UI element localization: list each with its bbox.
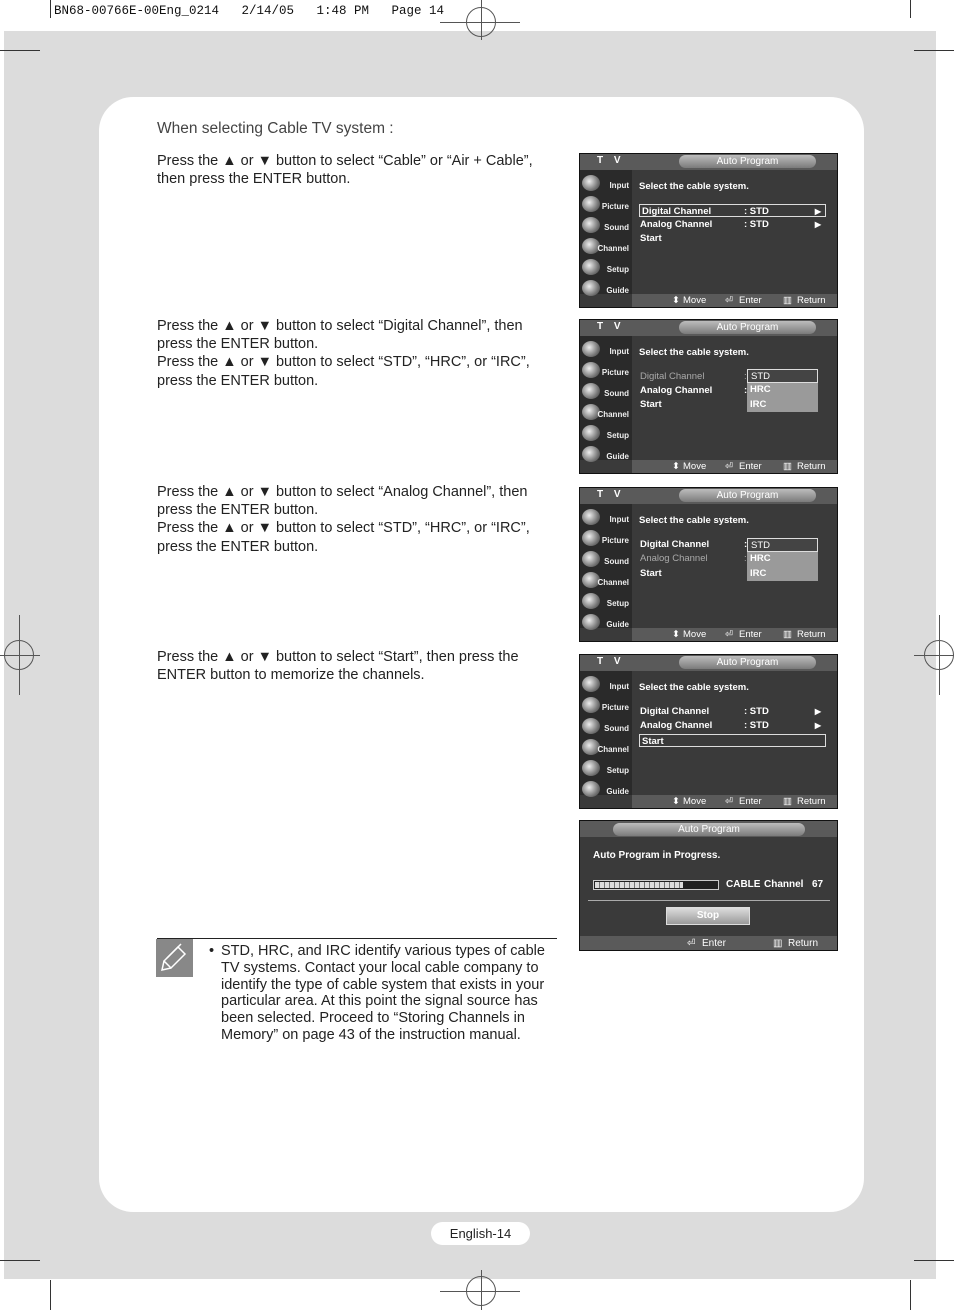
osd-sidebar-label: Sound bbox=[604, 724, 629, 733]
guide-icon bbox=[582, 280, 600, 296]
osd-tv-label: T V bbox=[597, 321, 625, 332]
print-header: BN68-00766E-00Eng_0214 2/14/05 1:48 PM Page 14 bbox=[54, 4, 445, 18]
osd-sidebar-label: Channel bbox=[597, 745, 629, 754]
row-label: Start bbox=[640, 399, 662, 410]
divider bbox=[588, 900, 830, 901]
setup-icon bbox=[582, 425, 600, 441]
registration-line bbox=[19, 615, 20, 695]
registration-line bbox=[0, 655, 40, 656]
osd-sidebar bbox=[580, 336, 632, 460]
osd-sidebar-label: Channel bbox=[597, 244, 629, 253]
registration-line bbox=[440, 1291, 520, 1292]
row-label: Digital Channel bbox=[640, 706, 710, 717]
osd-sidebar-item-sound[interactable] bbox=[580, 716, 632, 737]
progress-message: Auto Program in Progress. bbox=[593, 850, 721, 861]
setup-icon bbox=[582, 593, 600, 609]
return-icon: ▥ bbox=[773, 938, 783, 949]
osd-footer-return: Return bbox=[788, 938, 819, 949]
osd-footer-enter: Enter bbox=[739, 629, 762, 640]
dropdown-option-hrc[interactable]: HRC bbox=[750, 553, 771, 564]
osd-sidebar-label: Guide bbox=[606, 787, 629, 796]
osd-sidebar-item-input[interactable] bbox=[580, 339, 632, 360]
osd-menu-title: Auto Program bbox=[613, 823, 805, 836]
osd-menu-title: Auto Program bbox=[679, 489, 816, 502]
row-colon: : bbox=[744, 539, 748, 550]
dropdown-option-std[interactable]: STD bbox=[747, 538, 818, 552]
osd-sidebar-item-channel[interactable] bbox=[580, 402, 632, 423]
picture-icon bbox=[582, 362, 600, 378]
osd-screen-analog-select bbox=[579, 487, 838, 642]
trim-mark bbox=[50, 0, 51, 18]
osd-sidebar-item-input[interactable] bbox=[580, 507, 632, 528]
osd-menu-title: Auto Program bbox=[679, 155, 816, 168]
dropdown-option-hrc[interactable]: HRC bbox=[750, 384, 771, 395]
sound-icon bbox=[582, 551, 600, 567]
osd-sidebar-label: Setup bbox=[606, 599, 629, 608]
osd-sidebar-label: Picture bbox=[601, 703, 629, 712]
progress-channel-label: Channel bbox=[764, 879, 804, 890]
osd-sidebar-label: Channel bbox=[597, 410, 629, 419]
row-label: Digital Channel bbox=[640, 539, 710, 550]
osd-dropdown bbox=[747, 538, 818, 581]
enter-icon: ⏎ bbox=[725, 295, 733, 306]
osd-menu-title: Auto Program bbox=[679, 656, 816, 669]
osd-tv-label: T V bbox=[597, 489, 625, 500]
osd-sidebar-item-channel[interactable] bbox=[580, 737, 632, 758]
osd-footer-move: Move bbox=[683, 295, 707, 306]
osd-sidebar bbox=[580, 671, 632, 795]
row-label: Analog Channel bbox=[640, 219, 713, 230]
row-value: : STD bbox=[744, 219, 769, 230]
return-icon: ▥ bbox=[783, 629, 792, 640]
row-label: Digital Channel bbox=[640, 371, 705, 382]
osd-sidebar-label: Sound bbox=[604, 557, 629, 566]
osd-sidebar-item-setup[interactable] bbox=[580, 423, 632, 444]
osd-sidebar-item-setup[interactable] bbox=[580, 758, 632, 779]
right-arrow-icon: ▶ bbox=[814, 721, 821, 730]
row-label: Analog Channel bbox=[640, 720, 713, 731]
move-icon: ⬍ bbox=[672, 796, 680, 807]
osd-footer-return: Return bbox=[797, 295, 826, 306]
osd-dropdown bbox=[747, 369, 818, 412]
input-icon bbox=[582, 509, 600, 525]
input-icon bbox=[582, 175, 600, 191]
progress-bar bbox=[593, 880, 719, 890]
move-icon: ⬍ bbox=[672, 461, 680, 472]
picture-icon bbox=[582, 697, 600, 713]
osd-screen-cable-select bbox=[579, 153, 838, 308]
osd-sidebar-label: Setup bbox=[606, 766, 629, 775]
osd-sidebar-item-picture[interactable] bbox=[580, 194, 632, 215]
osd-sidebar-label: Picture bbox=[601, 368, 629, 377]
osd-footer-enter: Enter bbox=[739, 461, 762, 472]
osd-sidebar-item-picture[interactable] bbox=[580, 360, 632, 381]
return-icon: ▥ bbox=[783, 295, 792, 306]
note-divider bbox=[157, 938, 557, 939]
osd-prompt: Select the cable system. bbox=[639, 682, 749, 693]
trim-mark bbox=[0, 50, 40, 51]
row-value: : STD bbox=[744, 706, 769, 717]
osd-row-start[interactable] bbox=[639, 734, 826, 747]
setup-icon bbox=[582, 259, 600, 275]
note-bullet: • bbox=[209, 943, 215, 959]
trim-mark bbox=[910, 1280, 911, 1310]
osd-sidebar-item-input[interactable] bbox=[580, 173, 632, 194]
osd-row-analog-channel[interactable] bbox=[640, 719, 825, 732]
step-text: Press the ▲ or ▼ button to select “Digital Channel”, then press the ENTER button. Press the ▲ or ▼ button to select “STD”, “HRC”, or “IRC”, press the ENTER button. bbox=[157, 318, 530, 389]
osd-sidebar-label: Setup bbox=[606, 265, 629, 274]
enter-icon: ⏎ bbox=[725, 629, 733, 640]
osd-sidebar-label: Input bbox=[609, 347, 629, 356]
osd-menu-title: Auto Program bbox=[679, 321, 816, 334]
osd-sidebar-item-picture[interactable] bbox=[580, 695, 632, 716]
step-text: Press the ▲ or ▼ button to select “Analog Channel”, then press the ENTER button. Press the ▲ or ▼ button to select “STD”, “HRC”, or “IRC”, press the ENTER button. bbox=[157, 484, 530, 555]
registration-line bbox=[481, 1270, 482, 1310]
step-text: Press the ▲ or ▼ button to select “Start”, then press the ENTER button to memorize the channels. bbox=[157, 649, 519, 684]
osd-sidebar-item-sound[interactable] bbox=[580, 381, 632, 402]
osd-prompt: Select the cable system. bbox=[639, 347, 749, 358]
sound-icon bbox=[582, 217, 600, 233]
progress-channel-value: 67 bbox=[812, 879, 824, 890]
osd-sidebar bbox=[580, 170, 632, 294]
registration-line bbox=[914, 655, 954, 656]
return-icon: ▥ bbox=[783, 796, 792, 807]
move-icon: ⬍ bbox=[672, 295, 680, 306]
sound-icon bbox=[582, 383, 600, 399]
section-title: When selecting Cable TV system : bbox=[157, 120, 394, 137]
osd-sidebar-label: Input bbox=[609, 682, 629, 691]
picture-icon bbox=[582, 530, 600, 546]
row-label: Start bbox=[640, 568, 662, 579]
osd-sidebar-label: Guide bbox=[606, 452, 629, 461]
osd-sidebar-item-channel[interactable] bbox=[580, 236, 632, 257]
picture-icon bbox=[582, 196, 600, 212]
osd-tv-label: T V bbox=[597, 656, 625, 667]
osd-sidebar-label: Sound bbox=[604, 389, 629, 398]
osd-footer-move: Move bbox=[683, 461, 707, 472]
osd-sidebar-label: Guide bbox=[606, 286, 629, 295]
osd-sidebar-item-sound[interactable] bbox=[580, 549, 632, 570]
osd-row-start[interactable] bbox=[640, 232, 825, 245]
row-colon: : bbox=[744, 371, 747, 382]
osd-sidebar-label: Channel bbox=[597, 578, 629, 587]
row-colon: : bbox=[744, 553, 747, 564]
right-arrow-icon: ▶ bbox=[814, 207, 821, 216]
osd-sidebar-item-guide[interactable] bbox=[580, 444, 632, 465]
osd-footer-move: Move bbox=[683, 796, 707, 807]
right-arrow-icon: ▶ bbox=[814, 220, 821, 229]
row-label: Start bbox=[640, 233, 662, 244]
sound-icon bbox=[582, 718, 600, 734]
input-icon bbox=[582, 676, 600, 692]
osd-sidebar-item-setup[interactable] bbox=[580, 591, 632, 612]
osd-tv-label: T V bbox=[597, 155, 625, 166]
osd-row-analog-channel[interactable] bbox=[640, 218, 825, 231]
progress-fill bbox=[595, 882, 683, 888]
registration-line bbox=[939, 615, 940, 695]
enter-icon: ⏎ bbox=[725, 461, 733, 472]
row-value: : STD bbox=[744, 206, 769, 217]
row-colon: : bbox=[744, 385, 748, 396]
right-arrow-icon: ▶ bbox=[814, 707, 821, 716]
osd-sidebar-item-sound[interactable] bbox=[580, 215, 632, 236]
stop-button[interactable]: Stop bbox=[666, 907, 750, 925]
setup-icon bbox=[582, 760, 600, 776]
osd-sidebar-label: Picture bbox=[601, 536, 629, 545]
page-number: English-14 bbox=[431, 1222, 530, 1245]
row-value: : STD bbox=[744, 720, 769, 731]
osd-footer-return: Return bbox=[797, 796, 826, 807]
trim-mark bbox=[50, 1280, 51, 1310]
enter-icon: ⏎ bbox=[687, 938, 696, 949]
row-label: Digital Channel bbox=[642, 206, 712, 217]
row-label: Analog Channel bbox=[640, 385, 713, 396]
row-label: Start bbox=[642, 736, 664, 747]
dropdown-option-std[interactable]: STD bbox=[747, 369, 818, 383]
osd-footer-return: Return bbox=[797, 629, 826, 640]
osd-sidebar-item-guide[interactable] bbox=[580, 278, 632, 299]
trim-mark bbox=[910, 0, 911, 18]
osd-footer-enter: Enter bbox=[739, 295, 762, 306]
enter-icon: ⏎ bbox=[725, 796, 733, 807]
osd-footer-enter: Enter bbox=[739, 796, 762, 807]
osd-row-digital-channel[interactable] bbox=[639, 204, 826, 217]
registration-line bbox=[481, 0, 482, 40]
trim-mark bbox=[914, 1260, 954, 1261]
trim-mark bbox=[914, 50, 954, 51]
osd-screen-digital-select bbox=[579, 319, 838, 474]
return-icon: ▥ bbox=[783, 461, 792, 472]
osd-sidebar-item-picture[interactable] bbox=[580, 528, 632, 549]
dropdown-option-irc[interactable]: IRC bbox=[750, 399, 767, 410]
step-text: Press the ▲ or ▼ button to select “Cable” or “Air + Cable”, then press the ENTER button. bbox=[157, 153, 533, 188]
osd-sidebar-label: Setup bbox=[606, 431, 629, 440]
trim-mark bbox=[0, 1260, 40, 1261]
osd-sidebar-item-input[interactable] bbox=[580, 674, 632, 695]
progress-source: CABLE bbox=[726, 879, 761, 890]
osd-screen-start-select bbox=[579, 654, 838, 809]
note-text: STD, HRC, and IRC identify various types of cable TV systems. Contact your local cable company to identify the type of cable system that exists in your particular area. At this point the signal source has been selected. Proceed to “Storing Channels in Memory” on page 43 of the instruction manual. bbox=[221, 943, 545, 1043]
dropdown-option-irc[interactable]: IRC bbox=[750, 568, 767, 579]
osd-sidebar-label: Guide bbox=[606, 620, 629, 629]
note-pencil-icon bbox=[156, 939, 193, 977]
osd-footer-move: Move bbox=[683, 629, 707, 640]
osd-footer-enter: Enter bbox=[702, 938, 726, 949]
guide-icon bbox=[582, 446, 600, 462]
osd-prompt: Select the cable system. bbox=[639, 515, 749, 526]
osd-sidebar-item-guide[interactable] bbox=[580, 612, 632, 633]
osd-sidebar-label: Input bbox=[609, 515, 629, 524]
osd-prompt: Select the cable system. bbox=[639, 181, 749, 192]
osd-sidebar bbox=[580, 504, 632, 628]
osd-sidebar-label: Input bbox=[609, 181, 629, 190]
move-icon: ⬍ bbox=[672, 629, 680, 640]
osd-sidebar-label: Sound bbox=[604, 223, 629, 232]
guide-icon bbox=[582, 781, 600, 797]
row-label: Analog Channel bbox=[640, 553, 708, 564]
osd-sidebar-label: Picture bbox=[601, 202, 629, 211]
osd-sidebar-item-channel[interactable] bbox=[580, 570, 632, 591]
osd-footer-return: Return bbox=[797, 461, 826, 472]
osd-sidebar-item-guide[interactable] bbox=[580, 779, 632, 800]
input-icon bbox=[582, 341, 600, 357]
osd-sidebar-item-setup[interactable] bbox=[580, 257, 632, 278]
guide-icon bbox=[582, 614, 600, 630]
osd-screen-progress bbox=[579, 820, 838, 951]
osd-row-digital-channel[interactable] bbox=[640, 705, 825, 718]
registration-line bbox=[440, 22, 520, 23]
